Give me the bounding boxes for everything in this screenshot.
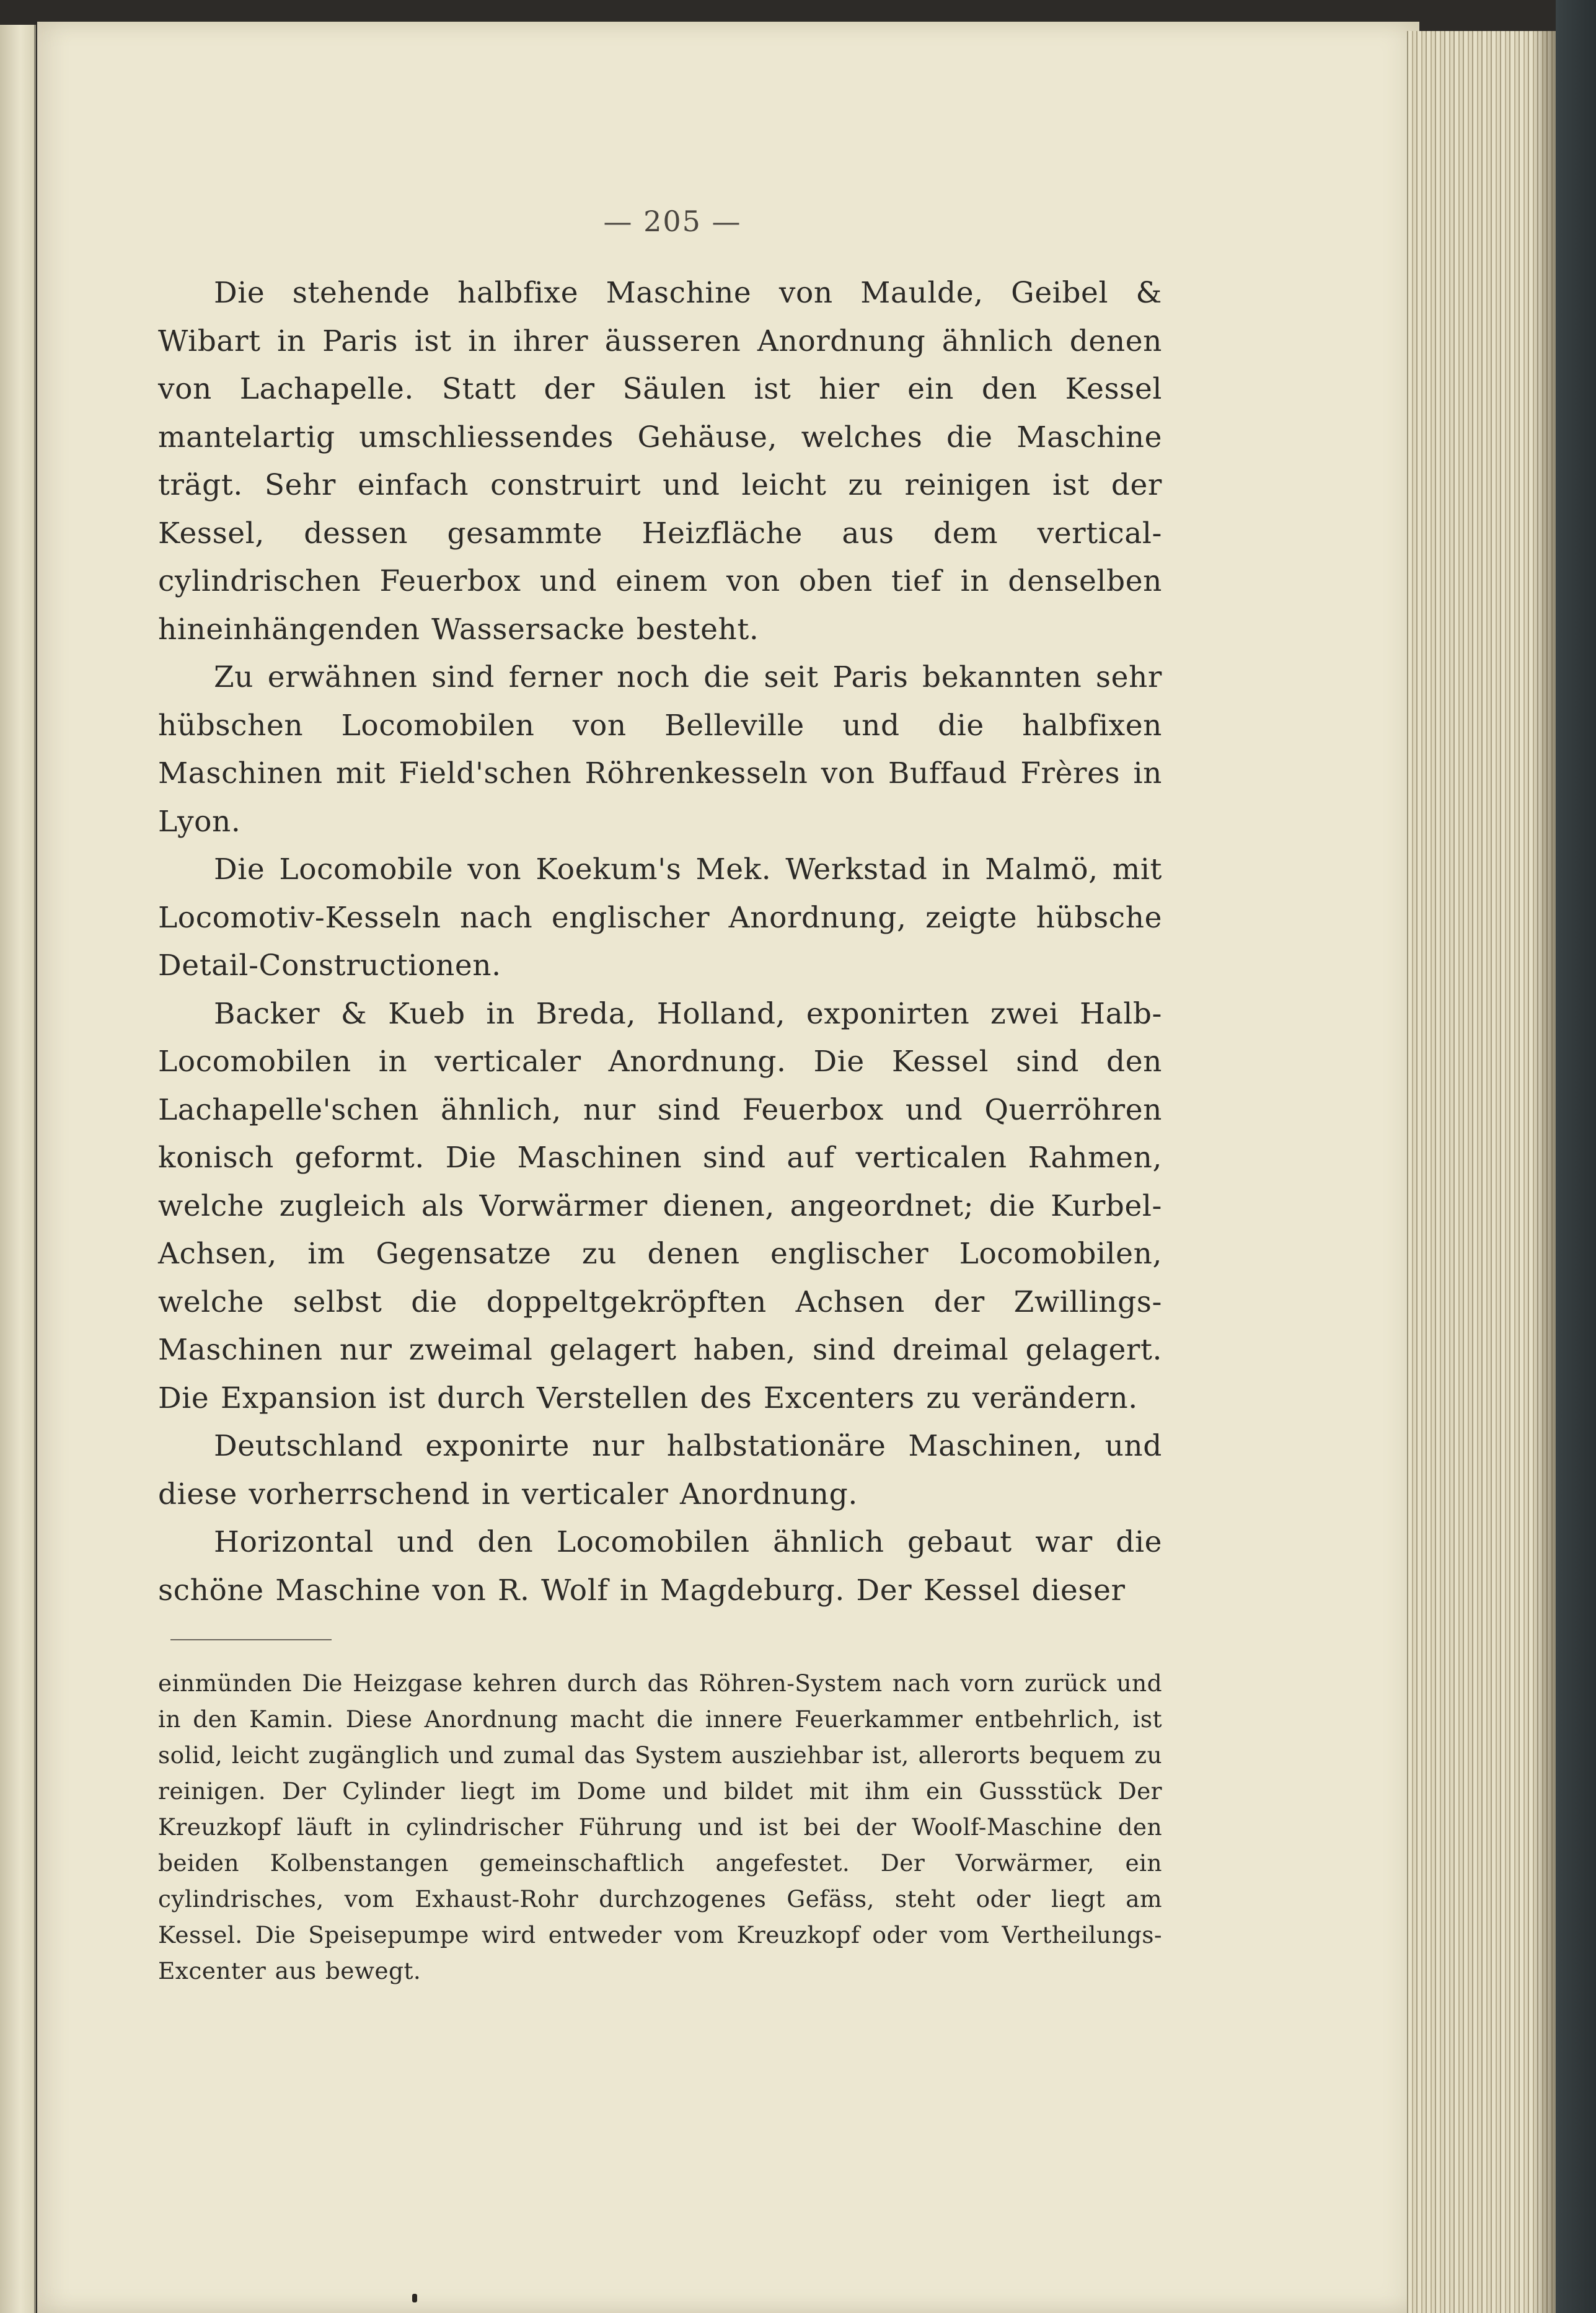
ink-speck bbox=[412, 2294, 417, 2302]
book-binding bbox=[1556, 0, 1596, 2313]
footnote-divider bbox=[170, 1639, 332, 1640]
paragraph-5: Deutschland exponirte nur halbstationäre Maschinen, und diese vorherrschend in verticaler Anordnung. bbox=[158, 1429, 1162, 1511]
page-content bbox=[158, 205, 1162, 1989]
page-number: — 205 — bbox=[603, 205, 742, 238]
paragraph-4: Backer & Kueb in Breda, Holland, exponirten zwei Halb-Locomobilen in verticaler Anordnung. Die Kessel sind den Lachapelle'schen ähnlich, nur sind Feuerbox und Querröhren konisch geformt. Die Maschinen sind auf verticalen Rahmen, welche zugleich als Vorwärmer dienen, angeordnet; die Kurbel-Achsen, im Gegensatze zu denen englischer Locomobilen, welche selbst die doppeltgekröpften Achsen der Zwillings-Maschinen nur zweimal gelagert haben, sind dreimal gelagert. Die Expansion ist durch Verstellen des Excenters zu verändern. bbox=[158, 996, 1162, 1415]
paragraph-3: Die Locomobile von Koekum's Mek. Werkstad in Malmö, mit Locomotiv-Kesseln nach englischer Anordnung, zeigte hübsche Detail-Constructionen. bbox=[158, 852, 1162, 983]
paragraph-1: Die stehende halbfixe Maschine von Maulde, Geibel & Wibart in Paris ist in ihrer äusseren Anordnung ähnlich denen von Lachapelle. Statt der Säulen ist hier ein den Kessel mantelartig umschliessendes Gehäuse, welches die Maschine trägt. Sehr einfach construirt und leicht zu reinigen ist der Kessel, dessen gesammte Heizfläche aus dem vertical-cylindrischen Feuerbox und einem von oben tief in denselben hineinhängenden Wassersacke besteht. bbox=[158, 276, 1162, 647]
paragraph-6: Horizontal und den Locomobilen ähnlich gebaut war die schöne Maschine von R. Wolf in Magdeburg. Der Kessel dieser bbox=[158, 1525, 1162, 1608]
paragraph-2: Zu erwähnen sind ferner noch die seit Paris bekannten sehr hübschen Locomobilen von Belleville und die halbfixen Maschinen mit Field'schen Röhrenkesseln von Buffaud Frères in Lyon. bbox=[158, 660, 1162, 839]
footnote: einmünden Die Heizgase kehren durch das Röhren-System nach vorn zurück und in den Kamin. Diese Anordnung macht die innere Feuerkammer entbehrlich, ist solid, leicht zugänglich und zumal das System ausziehbar ist, allerorts bequem zu reinigen. Der Cylinder liegt im Dome und bildet mit ihm ein Gussstück Der Kreuzkopf läuft in cylindrischer Führung und ist bei der Woolf-Maschine den beiden Kolbenstangen gemeinschaftlich angefestet. Der Vorwärmer, ein cylindrisches, vom Exhaust-Rohr durchzogenes Gefäss, steht oder liegt am Kessel. Die Speisepumpe wird entweder vom Kreuzkopf oder vom Vertheilungs-Excenter aus bewegt. bbox=[158, 1670, 1162, 1984]
page-edges bbox=[1407, 31, 1557, 2313]
left-page-edge bbox=[0, 25, 36, 2313]
